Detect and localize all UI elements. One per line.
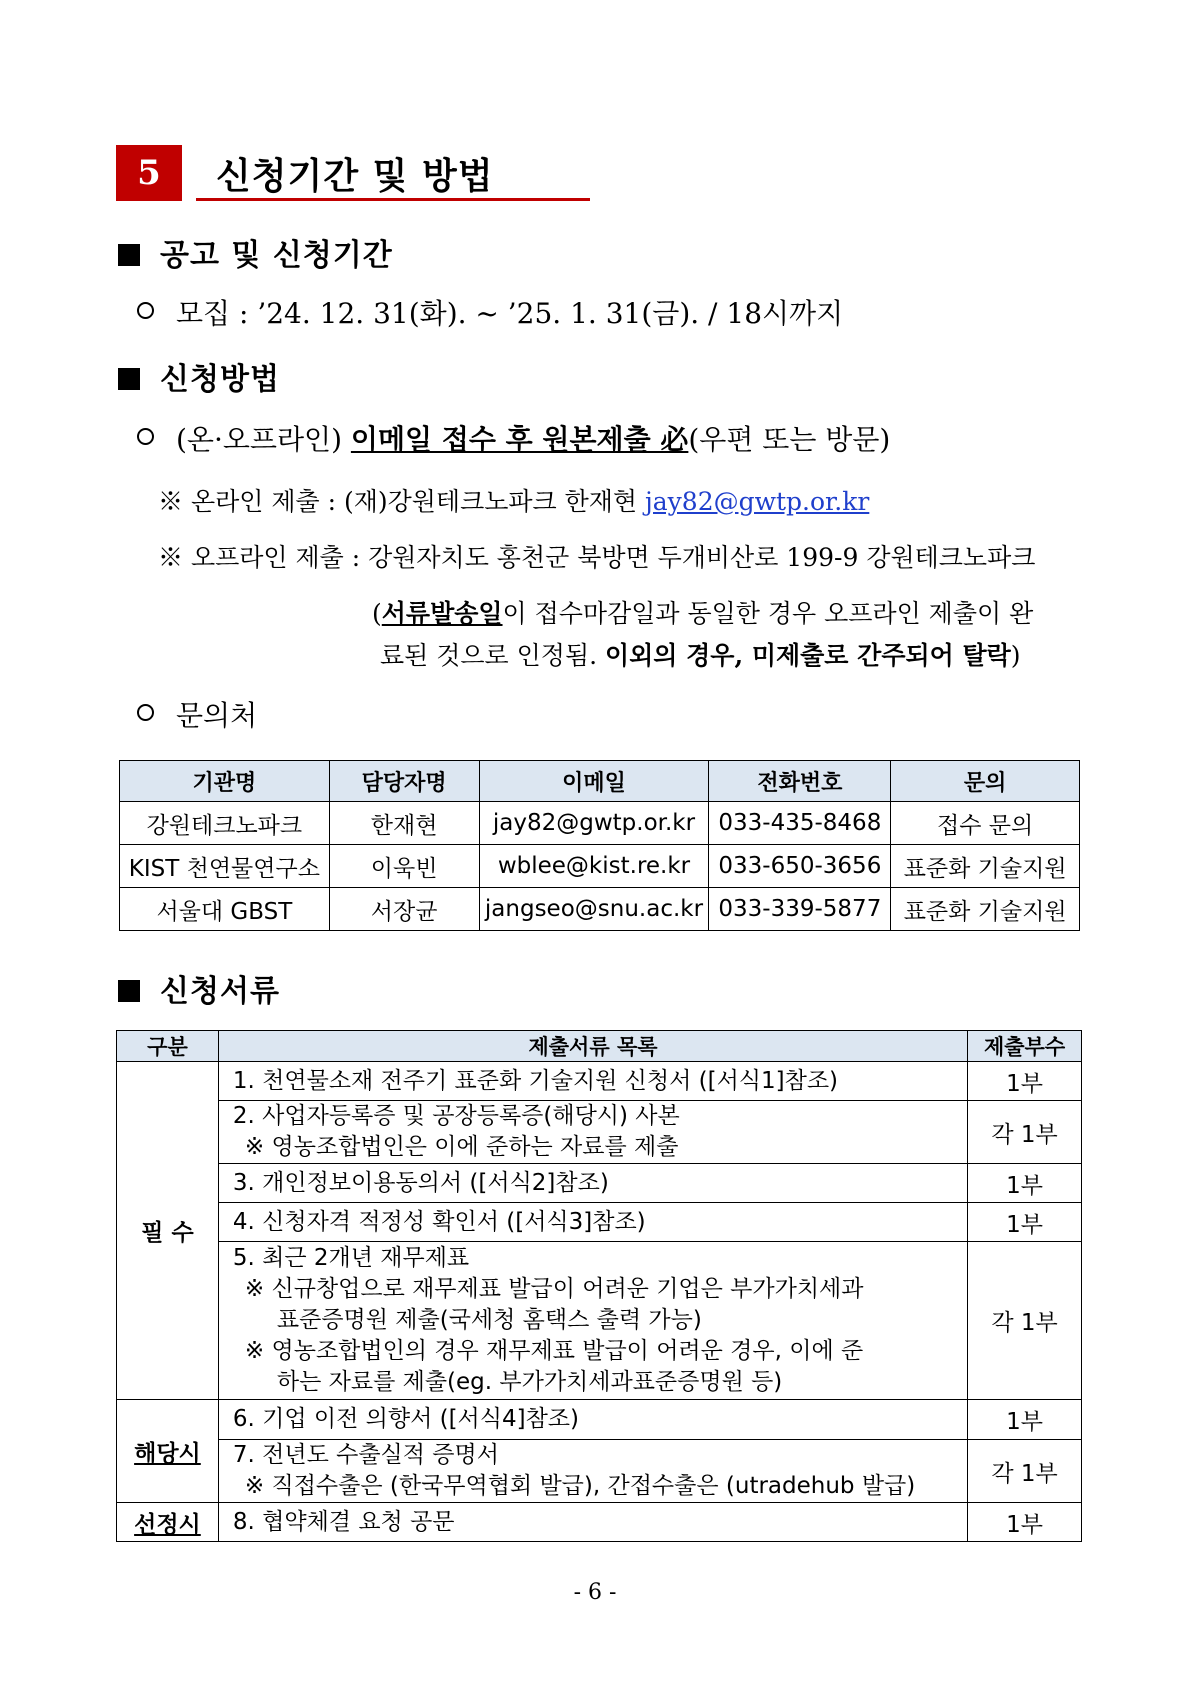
circle-bullet-icon xyxy=(137,428,154,445)
email-cell: jay82@gwtp.or.kr xyxy=(479,802,709,845)
doc-item xyxy=(218,1503,967,1542)
offline-submission: ※ 오프라인 제출 : 강원자치도 홍천군 북방면 두개비산로 199-9 강원테크노파크 xyxy=(158,543,1036,572)
period-line xyxy=(137,292,843,332)
org-cell: 강원테크노파크 xyxy=(120,802,330,845)
table-row xyxy=(117,1062,1082,1101)
doc-item xyxy=(218,1101,967,1164)
online-email-link[interactable]: jay82@gwtp.or.kr xyxy=(645,487,870,516)
contact-table xyxy=(119,760,1080,931)
doc-count: 각 1부 xyxy=(968,1101,1082,1164)
doc-line: 3. 개인정보이용동의서 ([서식2]참조) xyxy=(232,1169,609,1196)
category-required: 필 수 xyxy=(117,1062,219,1400)
doc-line: 2. 사업자등록증 및 공장등록증(해당시) 사본 xyxy=(232,1103,680,1129)
table-row xyxy=(117,1164,1082,1203)
table-row xyxy=(117,1242,1082,1400)
category-applicable: 해당시 xyxy=(117,1400,219,1503)
offline-note-text: 이 접수마감일과 동일한 경우 오프라인 제출이 완 xyxy=(502,599,1034,628)
doc-count: 각 1부 xyxy=(968,1242,1082,1400)
inquiry-cell: 접수 문의 xyxy=(891,802,1080,845)
doc-item xyxy=(218,1164,967,1203)
doc-item xyxy=(218,1400,967,1440)
doc-count: 1부 xyxy=(968,1164,1082,1203)
doc-note-cont: 표준증명원 제출(국세청 홈택스 출력 가능) xyxy=(276,1307,702,1333)
method-emphasis: 이메일 접수 후 원본제출 必 xyxy=(350,423,689,456)
doc-count: 1부 xyxy=(968,1062,1082,1101)
square-bullet-icon xyxy=(118,980,140,1002)
offline-note-text2: 료된 것으로 인정됨. xyxy=(380,641,605,670)
method-suffix: (우편 또는 방문) xyxy=(688,423,891,456)
method-heading-text: 신청방법 xyxy=(160,362,280,397)
person-cell: 서장균 xyxy=(329,888,479,931)
online-submission xyxy=(158,482,869,518)
contact-label: 문의처 xyxy=(176,699,258,732)
square-bullet-icon xyxy=(118,368,140,390)
doc-line: 1. 천연물소재 전주기 표준화 기술지원 신청서 ([서식1]참조) xyxy=(232,1067,839,1094)
doc-count: 각 1부 xyxy=(968,1440,1082,1503)
table-row xyxy=(117,1503,1082,1542)
section-title-underline xyxy=(196,198,590,201)
header-cell: 구분 xyxy=(117,1031,219,1062)
doc-count: 1부 xyxy=(968,1400,1082,1440)
documents-heading xyxy=(118,966,280,1010)
table-row xyxy=(117,1400,1082,1440)
circle-bullet-icon xyxy=(137,704,154,721)
contact-line xyxy=(137,694,257,734)
doc-item xyxy=(218,1440,967,1503)
table-row xyxy=(117,1440,1082,1503)
header-cell: 전화번호 xyxy=(709,761,891,802)
header-cell: 기관명 xyxy=(120,761,330,802)
table-row xyxy=(120,802,1080,845)
doc-note: ※ 영농조합법인의 경우 재무제표 발급이 어려운 경우, 이에 준 xyxy=(244,1338,864,1364)
doc-item xyxy=(218,1062,967,1101)
table-header-row xyxy=(120,761,1080,802)
doc-line: 6. 기업 이전 의향서 ([서식4]참조) xyxy=(232,1406,580,1432)
square-bullet-icon xyxy=(118,244,140,266)
doc-note-cont: 하는 자료를 제출(eg. 부가가치세과표준증명원 등) xyxy=(276,1369,783,1395)
table-row xyxy=(120,845,1080,888)
person-cell: 한재현 xyxy=(329,802,479,845)
doc-note: ※ 신규창업으로 재무제표 발급이 어려운 기업은 부가가치세과 xyxy=(244,1276,864,1302)
email-cell: wblee@kist.re.kr xyxy=(479,845,709,888)
doc-count: 1부 xyxy=(968,1503,1082,1542)
offline-note-close: ) xyxy=(1010,641,1021,670)
header-cell: 제출부수 xyxy=(968,1031,1082,1062)
phone-cell: 033-435-8468 xyxy=(709,802,891,845)
period-heading xyxy=(118,230,393,274)
documents-table xyxy=(116,1030,1082,1542)
method-line xyxy=(137,418,890,458)
person-cell: 이욱빈 xyxy=(329,845,479,888)
table-row xyxy=(117,1101,1082,1164)
method-heading xyxy=(118,354,280,398)
header-cell: 제출서류 목록 xyxy=(218,1031,967,1062)
category-selected: 선정시 xyxy=(117,1503,219,1542)
org-cell: 서울대 GBST xyxy=(120,888,330,931)
section-title: 신청기간 및 방법 xyxy=(216,156,494,197)
online-label: ※ 온라인 제출 : (재)강원테크노파크 한재현 xyxy=(158,487,646,516)
offline-note-bold: 이외의 경우, 미제출로 간주되어 탈락 xyxy=(605,641,1011,670)
method-prefix: (온·오프라인) xyxy=(176,423,351,456)
email-cell: jangseo@snu.ac.kr xyxy=(479,888,709,931)
section-number-badge: 5 xyxy=(116,145,182,201)
circle-bullet-icon xyxy=(137,302,154,319)
period-text: 모집 : ’24. 12. 31(화). ~ ’25. 1. 31(금). / 18시까지 xyxy=(176,297,844,330)
header-cell: 담당자명 xyxy=(329,761,479,802)
offline-note-emph: 서류발송일 xyxy=(381,599,503,628)
documents-heading-text: 신청서류 xyxy=(160,974,280,1009)
table-row xyxy=(120,888,1080,931)
offline-note-line1 xyxy=(372,594,1033,630)
doc-line: 8. 협약체결 요청 공문 xyxy=(232,1508,455,1535)
table-header-row xyxy=(117,1031,1082,1062)
org-cell: KIST 천연물연구소 xyxy=(120,845,330,888)
inquiry-cell: 표준화 기술지원 xyxy=(891,845,1080,888)
doc-line: 5. 최근 2개년 재무제표 xyxy=(232,1245,470,1271)
period-heading-text: 공고 및 신청기간 xyxy=(160,238,393,273)
doc-note: ※ 영농조합법인은 이에 준하는 자료를 제출 xyxy=(244,1134,679,1160)
page-number: - 6 - xyxy=(573,1580,617,1605)
header-cell: 이메일 xyxy=(479,761,709,802)
doc-item xyxy=(218,1203,967,1242)
offline-note-paren: ( xyxy=(372,599,382,628)
offline-note-line2 xyxy=(380,636,1021,672)
header-cell: 문의 xyxy=(891,761,1080,802)
phone-cell: 033-339-5877 xyxy=(709,888,891,931)
table-row xyxy=(117,1203,1082,1242)
doc-line: 4. 신청자격 적정성 확인서 ([서식3]참조) xyxy=(232,1208,646,1235)
doc-note: ※ 직접수출은 (한국무역협회 발급), 간접수출은 (utradehub 발급) xyxy=(244,1473,916,1499)
doc-item xyxy=(218,1242,967,1400)
phone-cell: 033-650-3656 xyxy=(709,845,891,888)
inquiry-cell: 표준화 기술지원 xyxy=(891,888,1080,931)
doc-count: 1부 xyxy=(968,1203,1082,1242)
doc-line: 7. 전년도 수출실적 증명서 xyxy=(232,1442,499,1468)
